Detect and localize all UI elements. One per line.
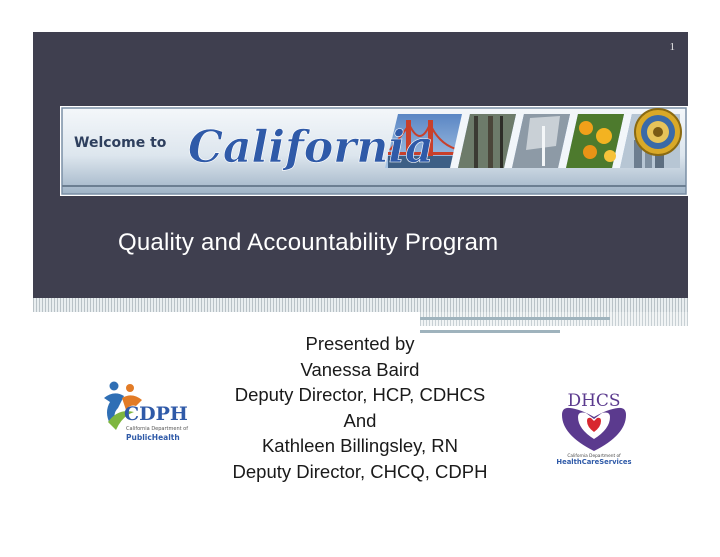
cdph-logo-line2: PublicHealth — [126, 433, 180, 442]
banner-california-text: California — [188, 122, 434, 173]
presenter-line: Presented by — [305, 333, 415, 354]
presenter-line: And — [343, 409, 377, 431]
page-number: 1 — [669, 41, 675, 53]
divider-stripe — [33, 298, 688, 312]
welcome-to-california-banner — [60, 106, 688, 196]
cdph-logo-line1: California Department of — [126, 426, 188, 432]
dhcs-logo-line1: California Department of — [567, 454, 621, 459]
accent-line — [420, 317, 610, 320]
slide-title: Quality and Accountability Program — [118, 229, 499, 256]
presenter-line: Deputy Director, HCP, CDHCS — [234, 384, 486, 405]
banner-welcome-text: Welcome to — [74, 135, 167, 151]
cdph-logo-mark: CDPH — [124, 403, 188, 425]
dhcs-logo-line2: HealthCareServices — [556, 458, 632, 466]
presenter-line: Deputy Director, CHCQ, CDPH — [232, 460, 488, 482]
dhcs-logo — [554, 387, 634, 467]
presenter-block — [190, 331, 530, 484]
california-state-seal-icon — [635, 109, 681, 155]
heart-hands-icon — [562, 408, 626, 451]
dhcs-logo-mark: DHCS — [567, 391, 621, 411]
cdph-logo — [100, 378, 195, 450]
presenter-line: Vanessa Baird — [300, 358, 420, 380]
presenter-line: Kathleen Billingsley, RN — [261, 435, 459, 456]
